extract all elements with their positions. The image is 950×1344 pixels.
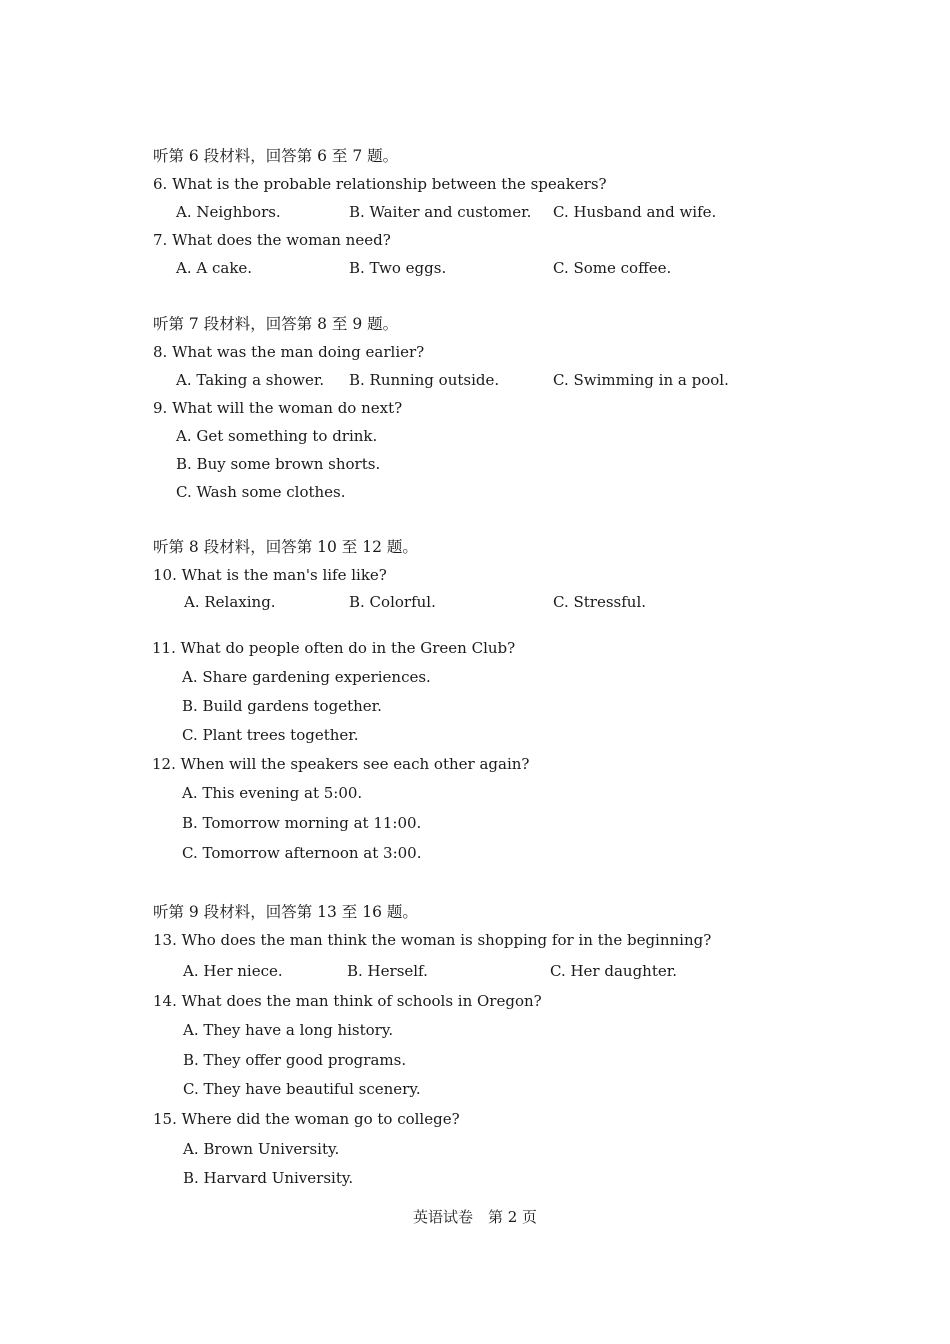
- question-15-option-b: B. Harvard University.: [183, 1169, 354, 1187]
- question-15-stem: 15. Where did the woman go to college?: [153, 1110, 460, 1128]
- question-8-option-b: B. Running outside.: [349, 371, 500, 389]
- question-14-option-a: A. They have a long history.: [183, 1021, 394, 1039]
- question-15-option-a: A. Brown University.: [183, 1140, 340, 1158]
- question-9-option-b: B. Buy some brown shorts.: [176, 455, 381, 473]
- question-10-option-a: A. Relaxing.: [184, 593, 276, 611]
- question-7-option-c: C. Some coffee.: [553, 259, 672, 277]
- question-6-option-b: B. Waiter and customer.: [349, 203, 532, 221]
- question-13-option-b: B. Herself.: [347, 962, 428, 980]
- question-8-stem: 8. What was the man doing earlier?: [153, 343, 425, 361]
- question-7-stem: 7. What does the woman need?: [153, 231, 391, 249]
- question-6-option-c: C. Husband and wife.: [553, 203, 717, 221]
- question-9-option-c: C. Wash some clothes.: [176, 483, 346, 501]
- section-heading-6: 听第 6 段材料，回答第 6 至 7 题。: [153, 147, 399, 165]
- question-14-option-c: C. They have beautiful scenery.: [183, 1080, 421, 1098]
- question-12-option-c: C. Tomorrow afternoon at 3:00.: [182, 844, 422, 862]
- question-10-stem: 10. What is the man's life like?: [153, 566, 387, 584]
- question-11-option-b: B. Build gardens together.: [182, 697, 382, 715]
- question-13-stem: 13. Who does the man think the woman is shopping for in the beginning?: [153, 931, 712, 949]
- question-9-stem: 9. What will the woman do next?: [153, 399, 403, 417]
- page-footer: 英语试卷 第 2 页: [412, 1208, 538, 1226]
- question-11-option-c: C. Plant trees together.: [182, 726, 359, 744]
- question-12-stem: 12. When will the speakers see each other again?: [152, 755, 530, 773]
- question-8-option-c: C. Swimming in a pool.: [553, 371, 729, 389]
- question-11-option-a: A. Share gardening experiences.: [182, 668, 431, 686]
- question-13-option-c: C. Her daughter.: [550, 962, 678, 980]
- question-12-option-b: B. Tomorrow morning at 11:00.: [182, 814, 422, 832]
- section-heading-8: 听第 8 段材料，回答第 10 至 12 题。: [153, 538, 418, 556]
- question-11-stem: 11. What do people often do in the Green Club?: [152, 639, 516, 657]
- question-6-stem: 6. What is the probable relationship between the speakers?: [153, 175, 607, 193]
- question-10-option-b: B. Colorful.: [349, 593, 436, 611]
- section-heading-9: 听第 9 段材料，回答第 13 至 16 题。: [153, 903, 418, 921]
- question-12-option-a: A. This evening at 5:00.: [182, 784, 363, 802]
- question-7-option-b: B. Two eggs.: [349, 259, 447, 277]
- question-14-option-b: B. They offer good programs.: [183, 1051, 407, 1069]
- question-13-option-a: A. Her niece.: [183, 962, 283, 980]
- question-10-option-c: C. Stressful.: [553, 593, 647, 611]
- question-7-option-a: A. A cake.: [176, 259, 253, 277]
- question-8-option-a: A. Taking a shower.: [176, 371, 325, 389]
- section-heading-7: 听第 7 段材料，回答第 8 至 9 题。: [153, 315, 399, 333]
- question-9-option-a: A. Get something to drink.: [176, 427, 378, 445]
- question-14-stem: 14. What does the man think of schools in Oregon?: [153, 992, 542, 1010]
- question-6-option-a: A. Neighbors.: [176, 203, 281, 221]
